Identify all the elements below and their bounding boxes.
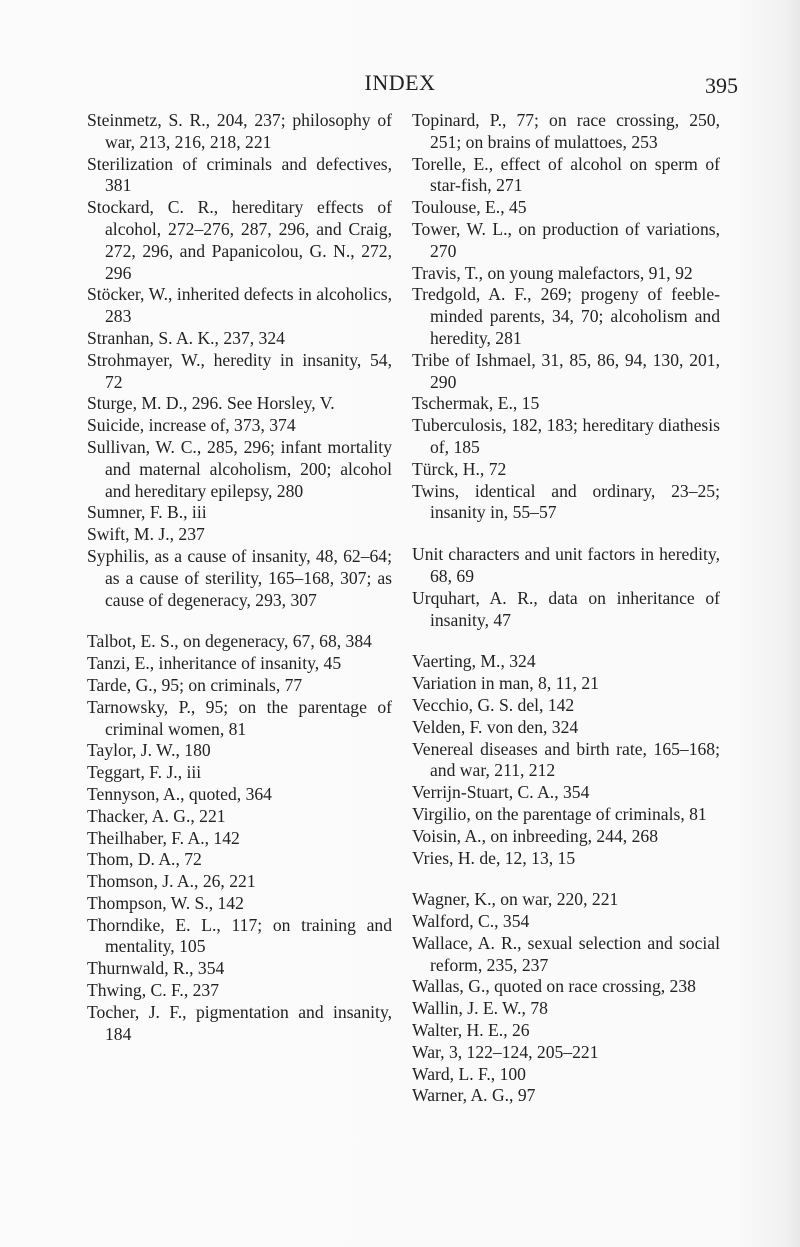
index-entry: Stranhan, S. A. K., 237, 324 [87,327,285,348]
index-entry: Swift, M. J., 237 [87,524,205,545]
index-entry: Steinmetz, S. R., 204, 237; philosophy of war, 213, 216, 218, 221 [87,110,392,152]
index-entry: Warner, A. G., 97 [412,1085,536,1106]
index-entry: Suicide, increase of, 373, 374 [87,415,296,436]
index-entry: Thwing, C. F., 237 [87,980,220,1001]
index-entry: Variation in man, 8, 11, 21 [412,673,599,694]
index-entry: Tower, W. L., on production of variations, 270 [412,218,720,261]
index-entry: Teggart, F. J., iii [87,762,202,783]
index-entry: Vries, H. de, 12, 13, 15 [412,847,576,868]
index-entry: Tredgold, A. F., 269; progeny of feeble-minded parents, 34, 70; alcoholism and heredity, 281 [412,284,720,348]
index-entry: Urquhart, A. R., data on inheritance of insanity, 47 [412,587,720,630]
index-entry: Wallace, A. R., sexual selection and social reform, 235, 237 [412,932,720,975]
index-entry: War, 3, 122–124, 205–221 [412,1041,599,1062]
index-entry: Thacker, A. G., 221 [87,805,226,826]
index-entry: Unit characters and unit factors in heredity, 68, 69 [412,544,720,586]
index-column-right [412,110,720,1107]
index-entry: Velden, F. von den, 324 [412,716,579,737]
index-entry: Twins, identical and ordinary, 23–25; insanity in, 55–57 [412,480,720,523]
index-entry: Tuberculosis, 182, 183; hereditary diathesis of, 185 [412,415,720,457]
index-entry: Virgilio, on the parentage of criminals, 81 [412,803,707,824]
index-entry: Tanzi, E., inheritance of insanity, 45 [87,653,342,674]
index-entry: Toulouse, E., 45 [412,197,527,218]
index-entry: Venereal diseases and birth rate, 165–168; and war, 211, 212 [412,738,720,781]
index-entry: Ward, L. F., 100 [412,1063,526,1084]
index-entry: Sullivan, W. C., 285, 296; infant mortality and maternal alcoholism, 200; alcohol and hereditary epilepsy, 280 [87,436,392,501]
index-entry: Tribe of Ishmael, 31, 85, 86, 94, 130, 201, 290 [412,349,720,392]
index-entry: Tennyson, A., quoted, 364 [87,783,272,804]
index-entry: Vecchio, G. S. del, 142 [412,694,575,715]
index-entry: Thurnwald, R., 354 [87,958,225,979]
index-entry: Sturge, M. D., 296. See Horsley, V. [87,393,335,414]
index-entry: Tocher, J. F., pigmentation and insanity, 184 [87,1001,392,1044]
index-entry: Walford, C., 354 [412,911,530,932]
index-entry: Voisin, A., on inbreeding, 244, 268 [412,825,658,846]
running-head [0,70,800,106]
index-entry: Torelle, E., effect of alcohol on sperm of star-fish, 271 [412,153,720,196]
index-entry: Tschermak, E., 15 [412,393,540,414]
index-column-left [87,110,392,1045]
index-entry: Stockard, C. R., hereditary effects of alcohol, 272–276, 287, 296, and Craig, 272, 296, and Papanicolou, G. N., 272, 296 [87,197,392,283]
index-entry: Verrijn-Stuart, C. A., 354 [412,782,590,803]
index-entry: Wallin, J. E. W., 78 [412,998,548,1019]
index-entry: Sumner, F. B., iii [87,502,207,523]
index-entry: Sterilization of criminals and defectives, 381 [87,153,392,196]
index-entry: Tarnowsky, P., 95; on the parentage of criminal women, 81 [87,696,392,739]
index-entry: Türck, H., 72 [412,458,507,479]
index-entry: Talbot, E. S., on degeneracy, 67, 68, 384 [87,631,372,652]
index-entry: Stöcker, W., inherited defects in alcoholics, 283 [87,284,392,327]
index-entry: Travis, T., on young malefactors, 91, 92 [412,262,693,283]
index-entry: Wallas, G., quoted on race crossing, 238 [412,976,696,997]
index-entry: Topinard, P., 77; on race crossing, 250, 251; on brains of mulattoes, 253 [412,110,720,152]
index-entry: Thom, D. A., 72 [87,849,202,870]
index-entry: Wagner, K., on war, 220, 221 [412,889,619,910]
page-title: INDEX [364,70,436,95]
index-entry: Thompson, W. S., 142 [87,892,244,913]
page-number: 395 [705,73,738,98]
index-entry: Strohmayer, W., heredity in insanity, 54, 72 [87,349,392,392]
index-entry: Thomson, J. A., 26, 221 [87,871,256,892]
index-entry: Tarde, G., 95; on criminals, 77 [87,674,303,695]
index-entry: Theilhaber, F. A., 142 [87,827,240,848]
index-entry: Thorndike, E. L., 117; on training and mentality, 105 [87,914,392,957]
index-entry: Walter, H. E., 26 [412,1020,530,1041]
index-entry: Syphilis, as a cause of insanity, 48, 62–64; as a cause of sterility, 165–168, 307; as cause of degeneracy, 293, 307 [87,545,392,610]
index-entry: Taylor, J. W., 180 [87,740,211,761]
index-entry: Vaerting, M., 324 [412,651,536,672]
